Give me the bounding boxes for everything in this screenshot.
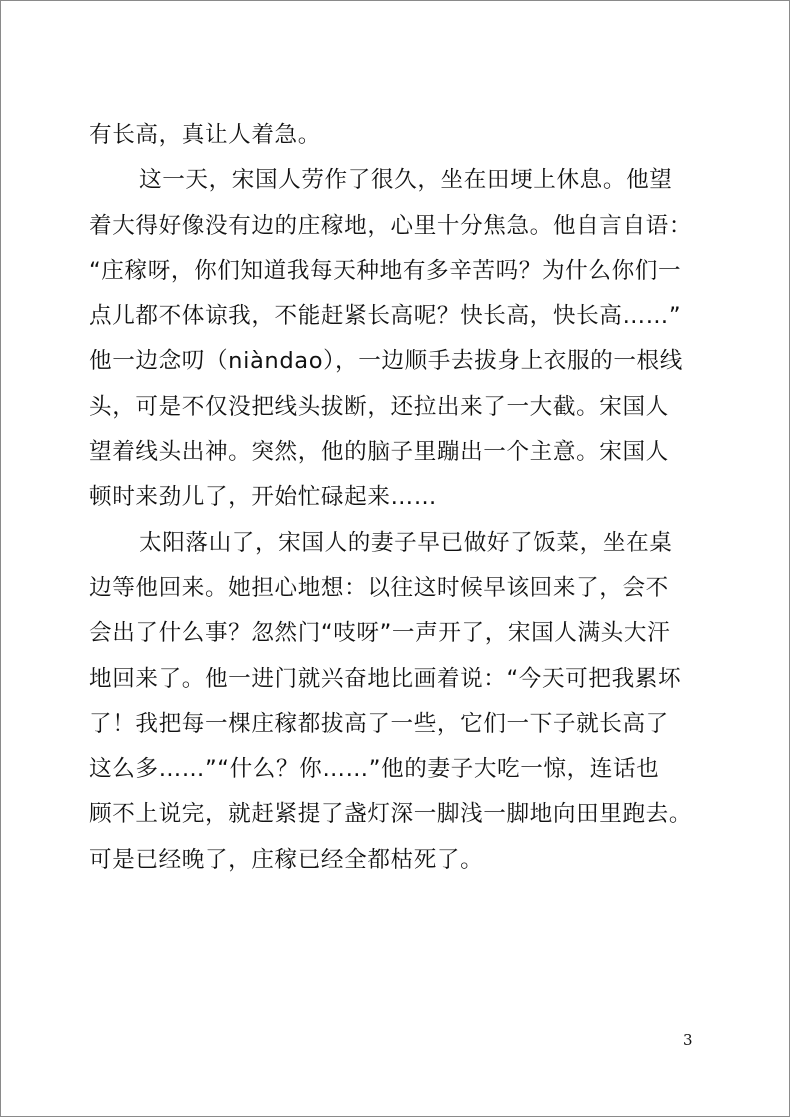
text-line-6: 他一边念叨（niàndao），一边顺手去拔身上衣服的一根线 (89, 348, 683, 375)
text-line-11: 边等他回来。她担心地想：以往这时候早该回来了，会不 (89, 574, 669, 601)
text-line-9: 顿时来劲儿了，开始忙碌起来…… (89, 484, 437, 511)
text-line-17: 可是已经晚了，庄稼已经全都枯死了。 (89, 846, 484, 873)
text-line-4: “庄稼呀，你们知道我每天种地有多辛苦吗？为什么你们一 (89, 257, 682, 284)
page-number: 3 (683, 1031, 693, 1049)
text-line-16: 顾不上说完，就赶紧提了盏灯深一脚浅一脚地向田里跑去。 (89, 801, 693, 828)
text-line-15: 这么多……”“什么？你……”他的妻子大吃一惊，连话也 (89, 756, 660, 783)
text-line-8: 望着线头出神。突然，他的脑子里蹦出一个主意。宋国人 (89, 439, 669, 466)
text-line-12: 会出了什么事？忽然门“吱呀”一声开了，宋国人满头大汗 (89, 620, 671, 647)
text-line-10: 太阳落山了，宋国人的妻子早已做好了饭菜，坐在桌 (139, 529, 673, 556)
text-line-7: 头，可是不仅没把线头拔断，还拉出来了一大截。宋国人 (89, 393, 669, 420)
text-line-13: 地回来了。他一进门就兴奋地比画着说：“今天可把我累坏 (89, 665, 682, 692)
text-line-3: 着大得好像没有边的庄稼地，心里十分焦急。他自言自语： (89, 212, 693, 239)
text-line-1: 有长高，真让人着急。 (89, 122, 321, 148)
text-line-5: 点儿都不体谅我，不能赶紧长高呢？快长高，快长高……” (89, 303, 682, 330)
text-line-2: 这一天，宋国人劳作了很久，坐在田埂上休息。他望 (139, 167, 673, 194)
story-text (89, 113, 709, 883)
text-line-14: 了！我把每一棵庄稼都拔高了一些，它们一下子就长高了 (89, 710, 669, 737)
